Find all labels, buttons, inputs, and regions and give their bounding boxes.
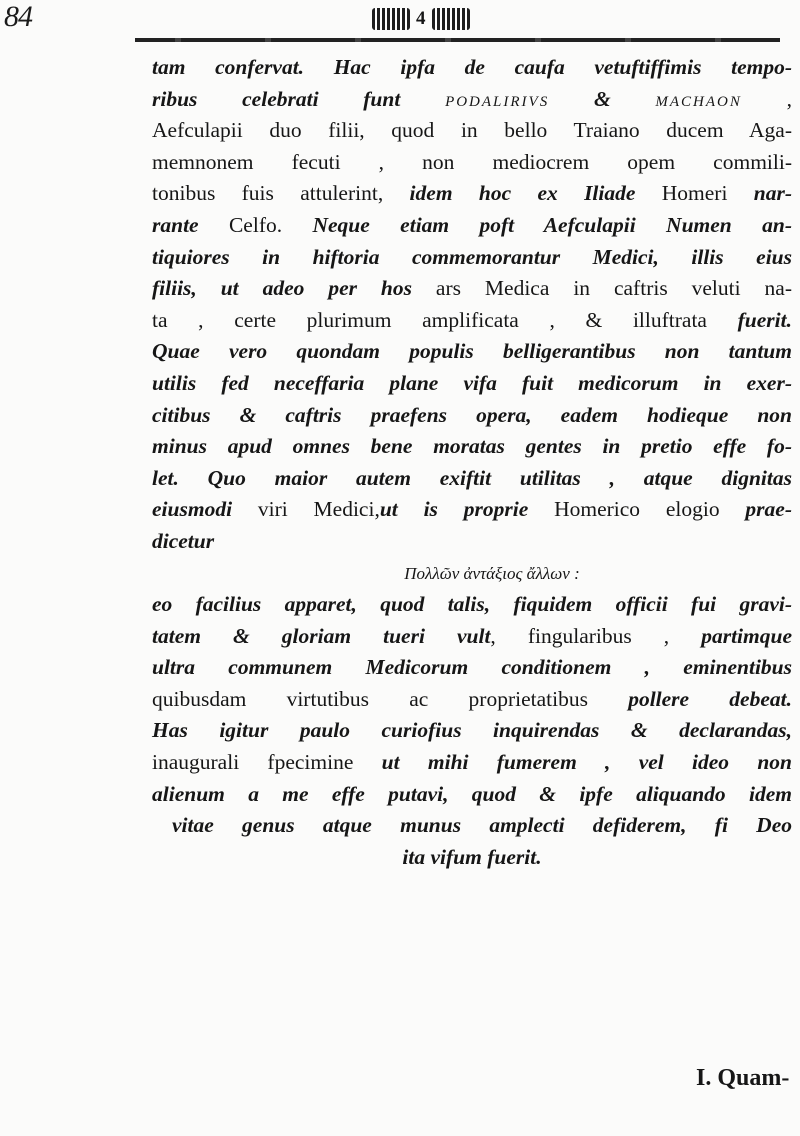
text-line — [152, 842, 792, 874]
text-segment: tonibus fuis attulerint, — [152, 181, 410, 206]
text-line — [152, 242, 792, 274]
text-segment: inaugurali fpecimine — [152, 750, 382, 775]
text-segment: memnonem fecuti , non mediocrem opem commili- — [152, 149, 792, 174]
text-segment: ita vifum fuerit. — [402, 844, 542, 869]
text-line — [152, 526, 792, 558]
text-line — [152, 115, 792, 147]
text-segment: Homerico elogio — [528, 497, 746, 522]
text-line — [152, 589, 792, 621]
text-segment: idem hoc ex Iliade — [409, 181, 636, 206]
text-segment: ut mihi fumerem , vel ideo non — [381, 750, 792, 775]
text-line — [152, 810, 792, 842]
text-segment: vitae genus atque munus amplecti defiderem, fi Deo — [172, 813, 792, 838]
text-segment: MACHAON — [655, 93, 742, 110]
text-line — [152, 779, 792, 811]
text-line — [152, 368, 792, 400]
text-segment: quibusdam virtutibus ac proprietatibus — [152, 686, 629, 711]
text-segment: , — [741, 86, 792, 111]
text-segment: PODALIRIVS — [445, 93, 550, 110]
left-ornament-icon — [372, 8, 410, 30]
text-segment: ta , certe plurimum amplificata , & illuftrata — [152, 307, 738, 332]
text-line — [152, 494, 792, 526]
text-segment: citibus & caftris praefens opera, eadem hodieque non — [152, 402, 792, 427]
text-segment: eiusmodi — [152, 497, 233, 522]
text-line — [152, 178, 792, 210]
text-segment: pollere debeat. — [628, 686, 792, 711]
text-line — [152, 210, 792, 242]
text-segment: filiis, ut adeo per hos — [152, 276, 412, 301]
text-segment: prae- — [745, 497, 792, 522]
text-segment: viri Medici, — [232, 497, 380, 522]
text-segment: Quae vero quondam populis belligerantibus non tantum — [152, 339, 792, 364]
text-segment: nar- — [753, 181, 792, 206]
body-text — [152, 52, 792, 873]
running-head — [372, 8, 470, 30]
text-segment: dicetur — [152, 528, 215, 553]
header-rule — [135, 38, 780, 42]
text-segment: fuerit. — [737, 307, 792, 332]
text-segment: utilis fed neceffaria plane vifa fuit medicorum in exer- — [152, 370, 792, 395]
text-line — [152, 305, 792, 337]
text-line — [152, 747, 792, 779]
text-segment: minus apud omnes bene moratas gentes in pretio effe fo- — [152, 434, 792, 459]
text-segment: Neque etiam poft Aefculapii Numen an- — [312, 212, 792, 237]
text-line — [152, 336, 792, 368]
text-segment: Has igitur paulo curiofius inquirendas & declarandas, — [152, 718, 792, 743]
text-segment: rante — [152, 212, 199, 237]
text-segment: partimque — [701, 623, 793, 648]
text-segment: alienum a me effe putavi, quod & ipfe aliquando idem — [152, 781, 792, 806]
text-segment: ars Medica in caftris veluti na- — [411, 276, 792, 301]
right-ornament-icon — [432, 8, 470, 30]
greek-quotation — [152, 558, 792, 590]
page-number: 4 — [416, 8, 426, 29]
text-line — [152, 684, 792, 716]
text-line — [152, 273, 792, 305]
text-line — [152, 400, 792, 432]
text-segment: Celfo. — [198, 212, 313, 237]
text-segment: eo facilius apparet, quod talis, fiquidem officii fui gravi- — [152, 592, 792, 617]
text-segment: ribus celebrati funt — [152, 86, 446, 111]
text-segment: Homeri — [635, 181, 754, 206]
text-segment: & — [549, 86, 656, 111]
text-segment: ultra communem Medicorum conditionem , eminentibus — [152, 655, 792, 680]
text-line — [152, 147, 792, 179]
text-segment: ut is proprie — [379, 497, 529, 522]
text-segment: Πολλῶν ἀντάξιος ἄλλων : — [404, 563, 580, 583]
text-line — [152, 84, 792, 116]
corner-mark: 84 — [4, 0, 32, 33]
text-segment: tatem & gloriam tueri vult — [152, 623, 491, 648]
text-line — [152, 431, 792, 463]
text-line — [152, 463, 792, 495]
text-segment: Aefculapii duo filii, quod in bello Traiano ducem Aga- — [152, 118, 792, 143]
text-segment: tam confervat. Hac ipfa de caufa vetuftiffimis tempo- — [152, 55, 792, 79]
text-segment: let. Quo maior autem exiftit utilitas , atque dignitas — [152, 465, 792, 490]
text-line — [152, 621, 792, 653]
text-line — [152, 715, 792, 747]
catchword: I. Quam- — [696, 1065, 790, 1091]
text-line — [152, 652, 792, 684]
text-segment: , fingularibus , — [490, 623, 702, 648]
text-line — [152, 52, 792, 84]
text-segment: tiquiores in hiftoria commemorantur Medici, illis eius — [152, 244, 792, 269]
